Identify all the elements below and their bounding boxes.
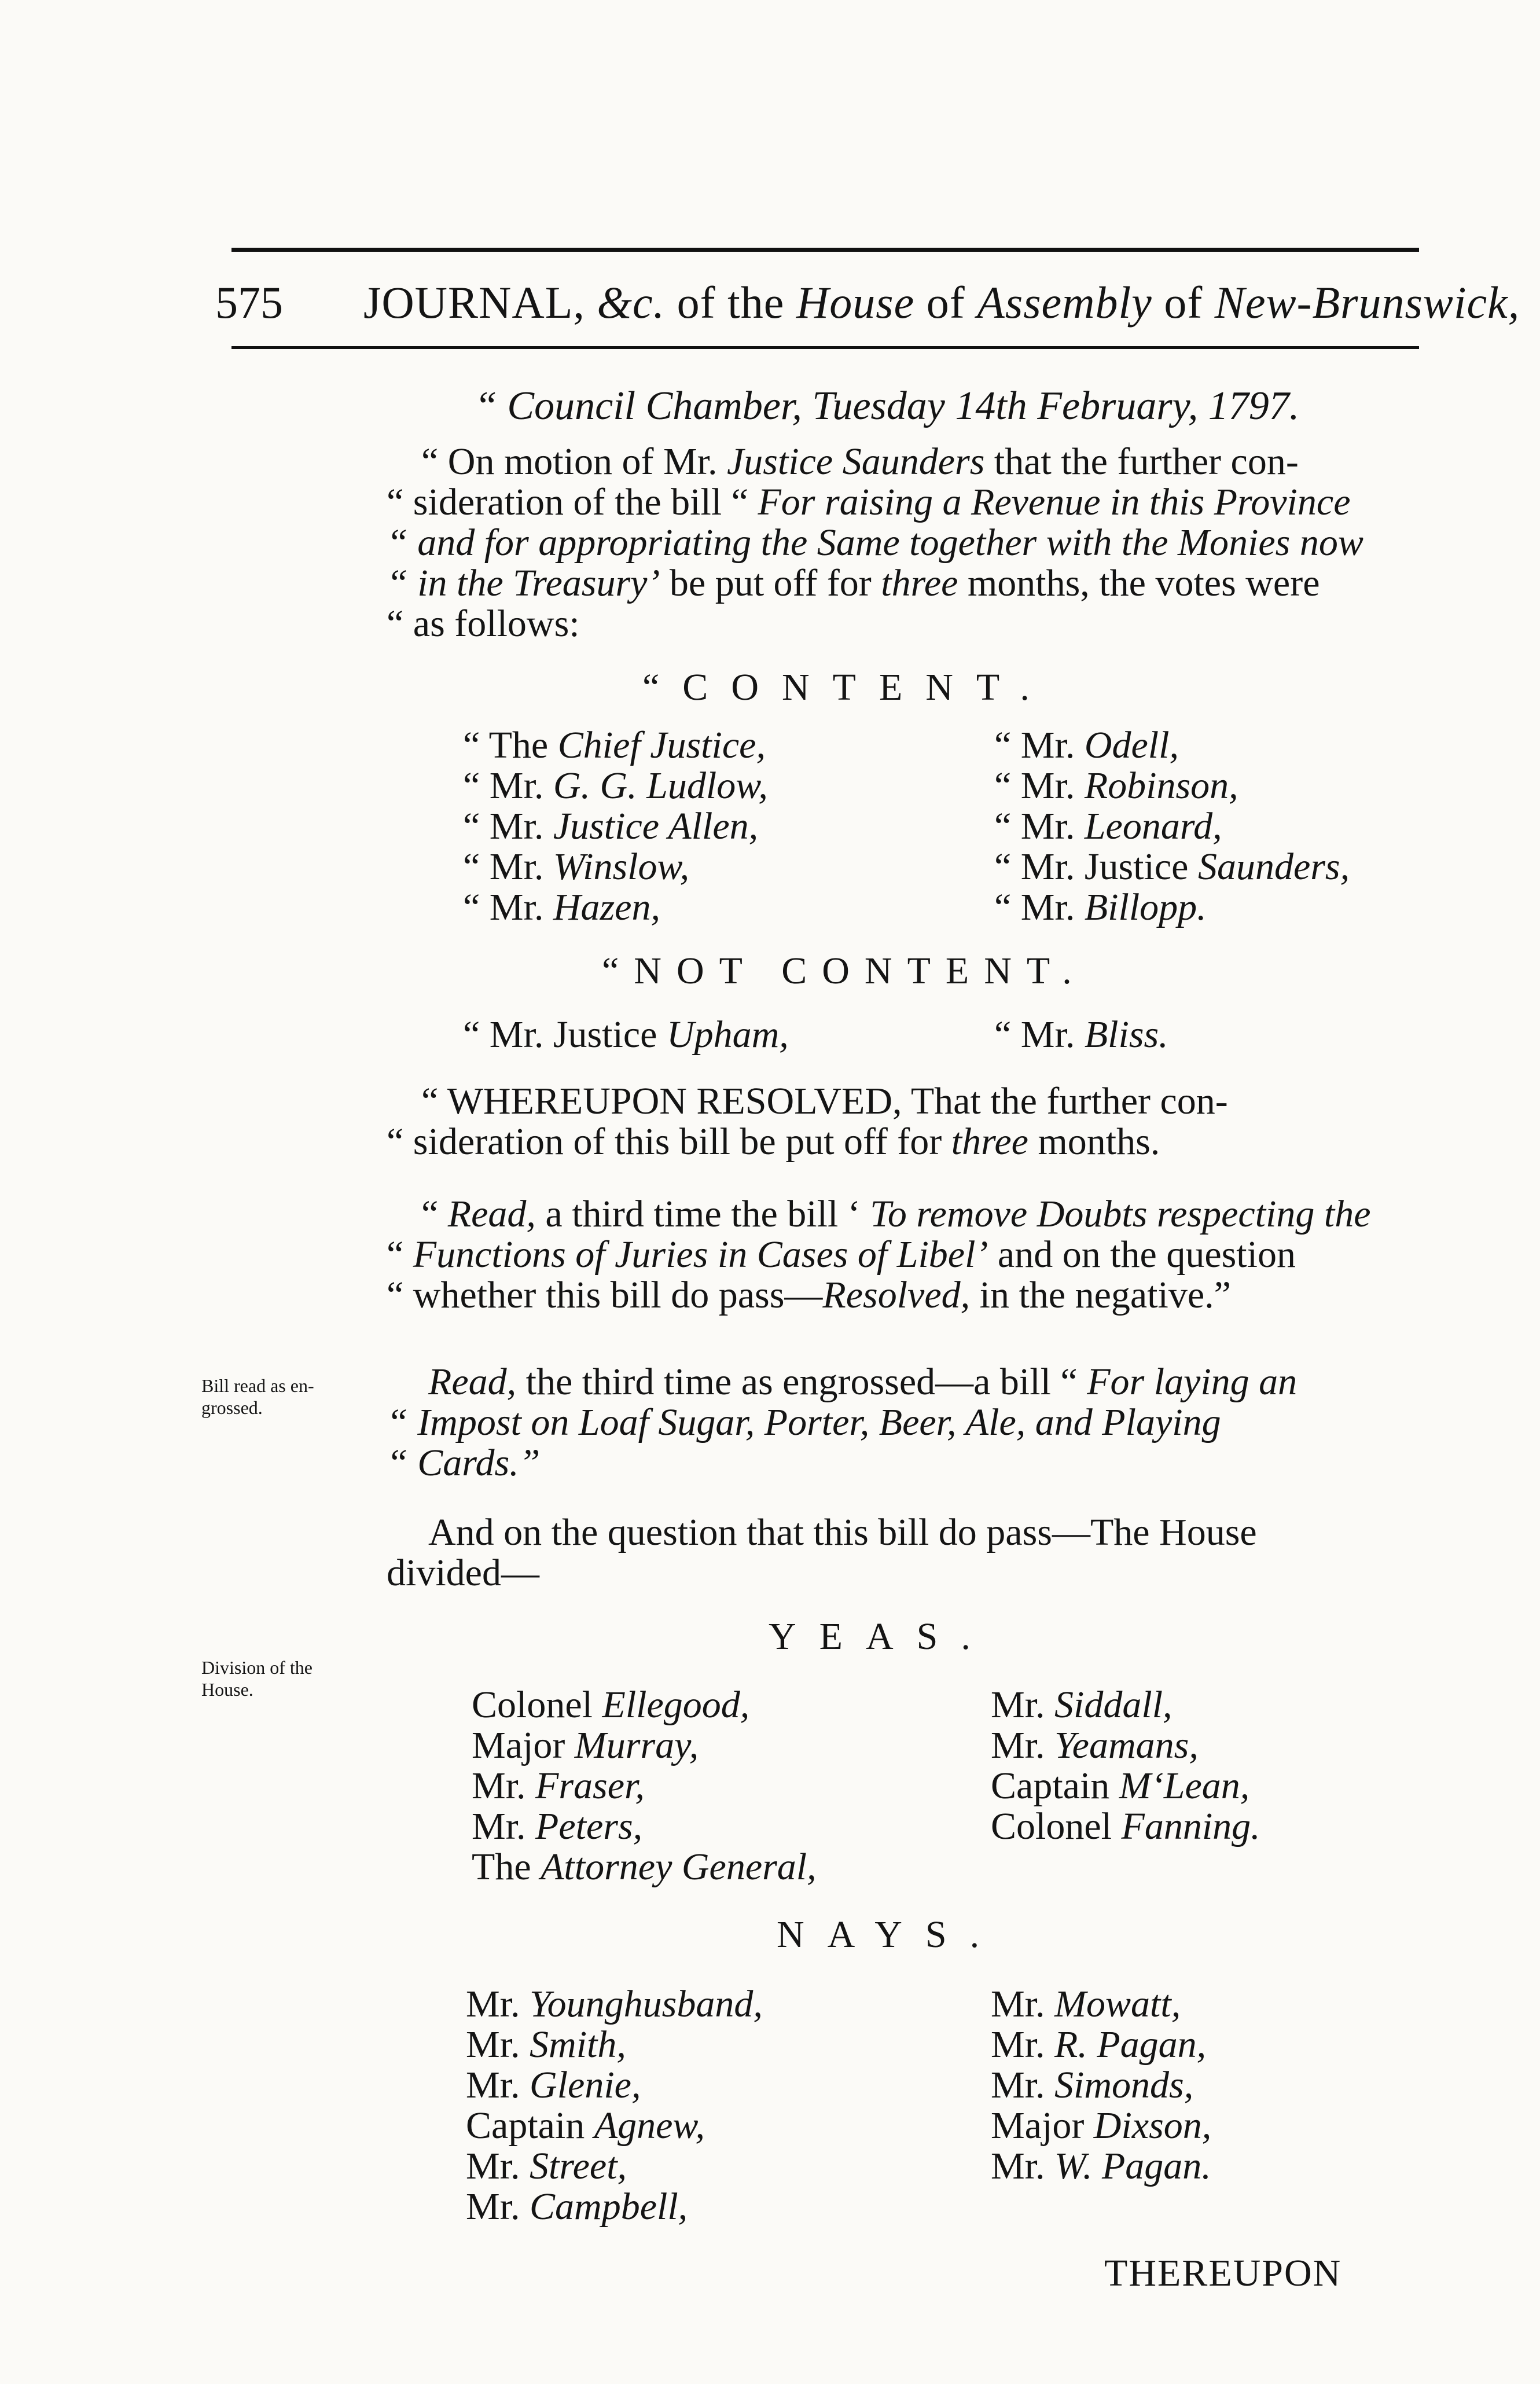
nays-left-1: Mr. Younghusband, (466, 1983, 763, 2025)
libel-line-2: “ Functions of Juries in Cases of Libel’ and on the question (387, 1233, 1296, 1276)
motion-line-4: “ in the Treasury’ be put off for three months, the votes were (387, 562, 1320, 604)
motion-line-5: “ as follows: (387, 603, 580, 645)
nays-left-5: Mr. Street, (466, 2145, 627, 2187)
motion-line-3: “ and for appropriating the Same together with the Monies now (387, 521, 1363, 564)
content-right-4: “ Mr. Justice Saunders, (994, 846, 1350, 888)
nays-right-3: Mr. Simonds, (991, 2064, 1194, 2106)
motion-line-1: “ On motion of Mr. Justice Saunders that the further con- (421, 440, 1299, 483)
yeas-left-2: Major Murray, (472, 1724, 699, 1766)
yeas-right-1: Mr. Siddall, (991, 1684, 1173, 1726)
libel-line-3: “ whether this bill do pass—Resolved, in the negative.” (387, 1274, 1231, 1316)
nays-left-3: Mr. Glenie, (466, 2064, 641, 2106)
margin-note-division: Division of the House. (201, 1657, 313, 1700)
content-left-2: “ Mr. G. G. Ludlow, (463, 765, 768, 807)
content-left-1: “ The Chief Justice, (463, 724, 766, 766)
content-right-1: “ Mr. Odell, (994, 724, 1179, 766)
not-content-right: “ Mr. Bliss. (994, 1013, 1168, 1056)
catchword: THEREUPON (1104, 2252, 1342, 2294)
header-top-rule (231, 248, 1419, 252)
whereupon-line-1: “ WHEREUPON RESOLVED, That the further con- (421, 1080, 1228, 1122)
yeas-left-1: Colonel Ellegood, (472, 1684, 750, 1726)
page-number: 575 (215, 277, 283, 328)
content-left-3: “ Mr. Justice Allen, (463, 805, 759, 847)
yeas-heading: YEAS. (769, 1615, 994, 1658)
nays-right-2: Mr. R. Pagan, (991, 2023, 1207, 2066)
content-right-2: “ Mr. Robinson, (994, 765, 1238, 807)
engrossed-line-2: “ Impost on Loaf Sugar, Porter, Beer, Ale, and Playing (387, 1401, 1221, 1443)
engrossed-line-3: “ Cards.” (387, 1442, 541, 1484)
margin-note-bill-read: Bill read as en- grossed. (201, 1375, 314, 1418)
yeas-right-2: Mr. Yeamans, (991, 1724, 1199, 1766)
running-head: JOURNAL, &c. of the House of Assembly of New-Brunswick, (363, 277, 1520, 328)
not-content-left: “ Mr. Justice Upham, (463, 1013, 789, 1056)
nays-heading: NAYS. (777, 1913, 1003, 1956)
libel-line-1: “ Read, a third time the bill ‘ To remove Doubts respecting the (421, 1193, 1371, 1235)
motion-line-2: “ sideration of the bill “ For raising a Revenue in this Province (387, 481, 1351, 523)
yeas-right-4: Colonel Fanning. (991, 1805, 1260, 1847)
nays-right-1: Mr. Mowatt, (991, 1983, 1181, 2025)
content-right-3: “ Mr. Leonard, (994, 805, 1222, 847)
nays-left-6: Mr. Campbell, (466, 2185, 688, 2228)
question-line-2: divided— (387, 1552, 539, 1594)
engrossed-line-1: Read, the third time as engrossed—a bill “ For laying an (428, 1361, 1298, 1403)
yeas-left-5: The Attorney General, (472, 1846, 817, 1888)
yeas-right-3: Captain M‘Lean, (991, 1765, 1250, 1807)
question-line-1: And on the question that this bill do pass—The House (428, 1511, 1257, 1553)
whereupon-line-2: “ sideration of this bill be put off for three months. (387, 1121, 1160, 1163)
nays-left-4: Captain Agnew, (466, 2104, 705, 2147)
dateline: “ Council Chamber, Tuesday 14th February, 1797. (475, 384, 1300, 428)
not-content-heading: “NOT CONTENT. (602, 950, 1087, 992)
content-heading: “CONTENT. (642, 666, 1053, 708)
yeas-left-3: Mr. Fraser, (472, 1765, 645, 1807)
header-bottom-rule (231, 346, 1419, 349)
content-left-5: “ Mr. Hazen, (463, 886, 660, 928)
nays-left-2: Mr. Smith, (466, 2023, 626, 2066)
content-left-4: “ Mr. Winslow, (463, 846, 690, 888)
content-right-5: “ Mr. Billopp. (994, 886, 1207, 928)
yeas-left-4: Mr. Peters, (472, 1805, 643, 1847)
nays-right-5: Mr. W. Pagan. (991, 2145, 1211, 2187)
nays-right-4: Major Dixson, (991, 2104, 1212, 2147)
